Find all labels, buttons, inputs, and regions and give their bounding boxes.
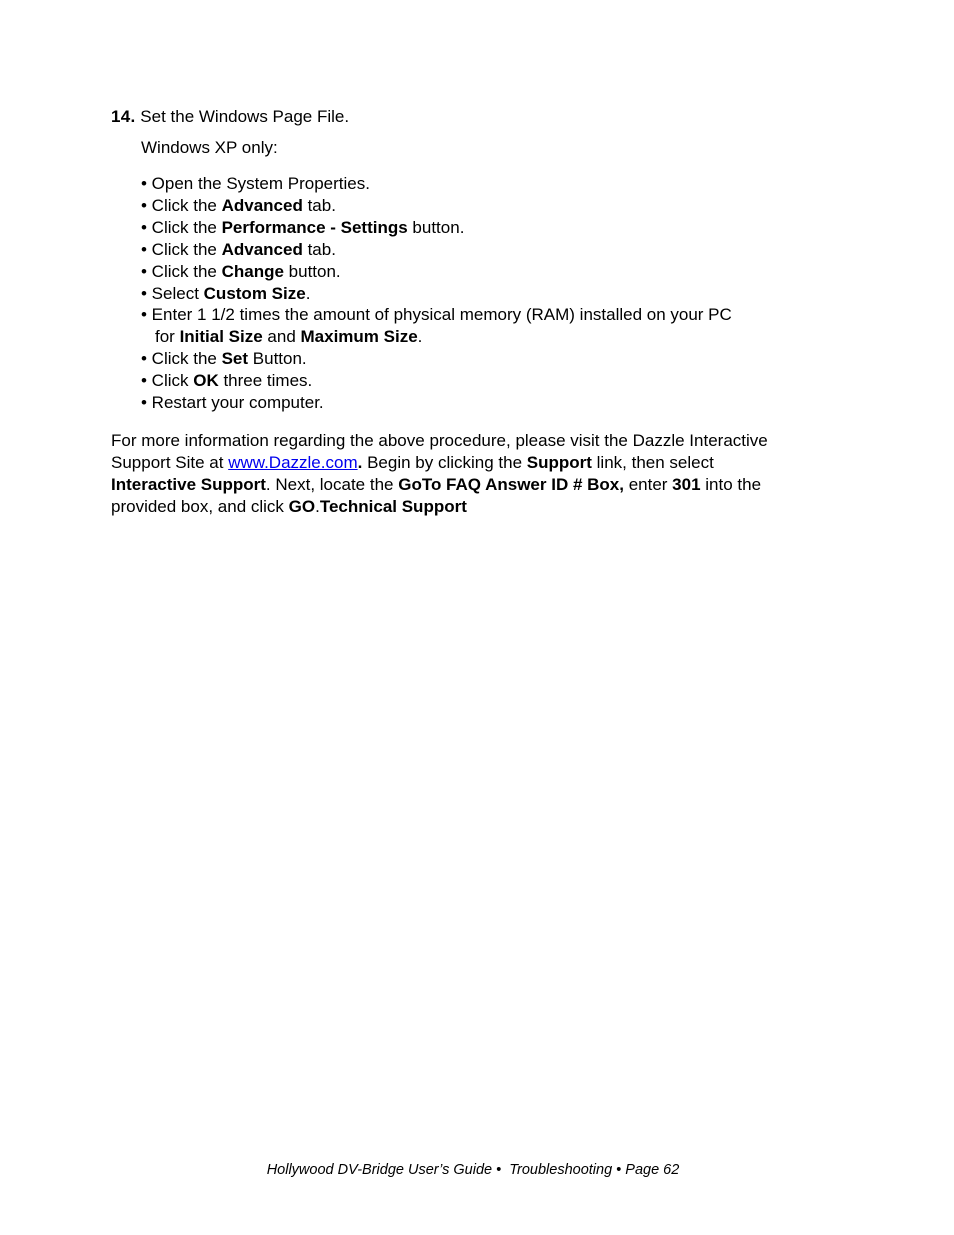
list-item-bold: Performance - Settings [221,217,408,237]
list-item-text: • Click the [141,239,222,259]
list-item-text: for [155,327,180,347]
list-item-bold: Set [221,349,249,369]
list-item-text: and [262,327,301,347]
dazzle-website-link[interactable]: www.Dazzle.com [228,453,358,472]
list-item-text: • Click the [141,349,222,369]
paragraph-line [111,430,836,452]
list-item-bold: Initial Size [179,327,263,347]
list-item-bold: Custom Size [203,283,306,303]
procedure-list [141,173,732,414]
list-item-bold: Change [221,261,284,281]
paragraph-text: For more information regarding the above procedure, please visit the Dazzle Interactive [111,431,768,450]
paragraph-bold: 301 [672,475,701,494]
list-item-text: • Select [141,283,204,303]
list-item [141,370,732,392]
paragraph-text: Begin by clicking the [362,453,527,472]
list-item [141,392,732,414]
paragraph-bold: Technical Support [319,497,467,516]
paragraph-bold: Support [526,453,592,472]
list-item-text: . [305,283,311,303]
step-number: 14. [111,107,136,126]
list-item-continuation [141,326,732,348]
list-item [141,239,732,261]
list-item-text: • Click the [141,217,222,237]
paragraph-bold: GO [288,497,316,516]
list-item [141,173,732,195]
list-item-text: • Click the [141,261,222,281]
list-item-text: Button. [248,349,307,369]
list-item-bold: Advanced [221,239,303,259]
paragraph-line [111,452,836,474]
list-item-text: button. [283,261,341,281]
windows-xp-note: Windows XP only: [141,138,278,157]
page-footer: Hollywood DV-Bridge User’s Guide • Troubleshooting • Page 62 [266,1162,680,1178]
list-item-bold: Advanced [221,195,303,215]
list-item [141,283,732,305]
paragraph-text: provided box, and click [111,497,289,516]
more-info-paragraph [111,430,836,518]
paragraph-text: . Next, locate the [265,475,399,494]
list-item-text: button. [407,217,465,237]
list-item [141,195,732,217]
list-item [141,348,732,370]
paragraph-text: into the [700,475,762,494]
list-item-text: tab. [302,195,336,215]
list-item-bold: OK [193,371,219,391]
list-item-text: • Restart your computer. [141,393,324,413]
list-item [141,261,732,283]
paragraph-bold: GoTo FAQ Answer ID # Box, [398,475,624,494]
step-heading [111,106,349,128]
paragraph-bold: . [357,453,363,472]
list-item-text: three times. [218,371,313,391]
list-item-text: • Enter 1 1/2 times the amount of physical memory (RAM) installed on your PC [141,305,732,325]
list-item-text: . [417,327,423,347]
list-item [141,217,732,239]
list-item-text: • Click [141,371,194,391]
list-item-bold: Maximum Size [300,327,418,347]
step-title: Set the Windows Page File. [135,107,350,126]
paragraph-bold: Interactive Support [111,475,266,494]
paragraph-text: enter [623,475,673,494]
list-item-text: • Open the System Properties. [141,174,370,193]
list-item-text: tab. [302,239,336,259]
paragraph-text: link, then select [591,453,714,472]
paragraph-line [111,474,836,496]
paragraph-text: . [315,497,320,516]
list-item-text: • Click the [141,195,222,215]
paragraph-line [111,496,836,518]
list-item [141,304,732,326]
paragraph-text: Support Site at [111,453,229,472]
